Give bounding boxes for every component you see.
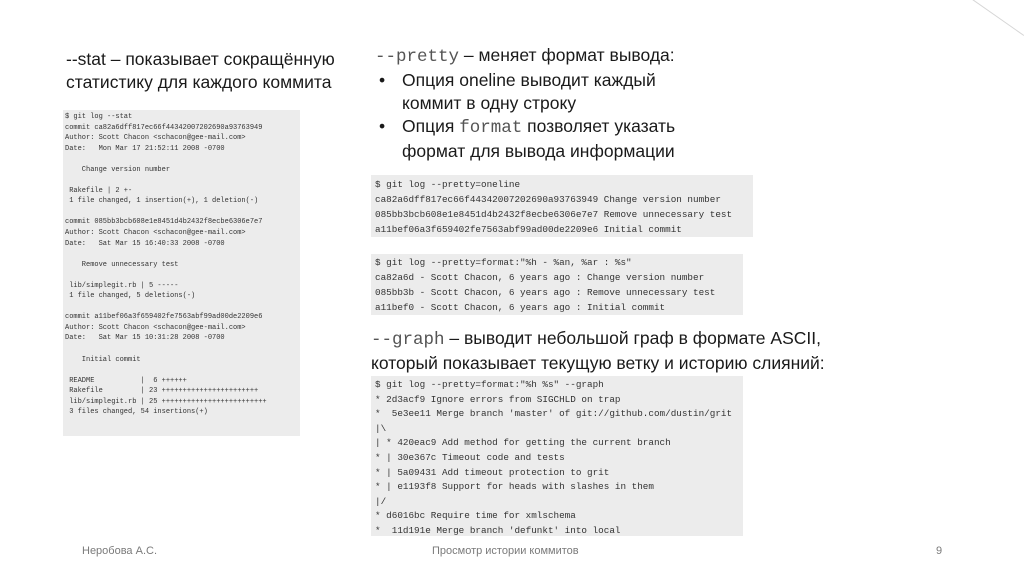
bullet-format-line1	[402, 115, 775, 140]
bullet-oneline	[375, 69, 775, 115]
pretty-flag: --pretty	[375, 47, 460, 67]
stat-heading-line2: статистику для каждого коммита	[66, 72, 332, 92]
graph-heading	[371, 327, 851, 375]
code-block-format: $ git log --pretty=format:"%h - %an, %ar : %s" ca82a6d - Scott Chacon, 6 years ago : Change version number 085bb3b - Scott Chacon, 6 years ago : Remove unnecessary test a11bef0 - Scott Chacon, 6 years ago : Initial commit	[371, 254, 743, 315]
footer-title: Просмотр истории коммитов	[432, 545, 579, 557]
pretty-section	[375, 44, 775, 163]
graph-heading-line2: который показывает текущую ветку и историю слияний:	[371, 353, 825, 373]
graph-desc: – выводит небольшой граф в формате ASCII,	[444, 328, 821, 348]
graph-heading-line1	[371, 327, 851, 352]
code-block-stat: $ git log --stat commit ca82a6dff817ec66f44342007202690a93763949 Author: Scott Chacon <schacon@gee-mail.com> Date: Mon Mar 17 21:52:11 2008 -0700 Change version number Rakefile | 2 +- 1 file changed, 1 insertion(+), 1 deletion(-) commit 085bb3bcb608e1e8451d4b2432f8ecbe6306e7e7 Author: Scott Chacon <schacon@gee-mail.com> Date: Sat Mar 15 16:40:33 2008 -0700 Remove unnecessary test lib/simplegit.rb | 5 ----- 1 file changed, 5 deletions(-) commit a11bef06a3f659402fe7563abf99ad00de2209e6 Author: Scott Chacon <schacon@gee-mail.com> Date: Sat Mar 15 10:31:28 2008 -0700 Initial commit README | 6 ++++++ Rakefile | 23 +++++++++++++++++++++++ lib/simplegit.rb | 25 +++++++++++++++++++++++++ 3 files changed, 54 insertions(+)	[63, 110, 300, 436]
bullet-oneline-line2: коммит в одну строку	[402, 93, 577, 113]
decorative-corner-line	[958, 0, 1024, 36]
bullet-oneline-line1: • Опция oneline выводит каждый	[402, 70, 656, 90]
page-number: 9	[936, 545, 943, 557]
code-block-oneline: $ git log --pretty=oneline ca82a6dff817ec66f44342007202690a93763949 Change version number 085bb3bcb608e1e8451d4b2432f8ecbe6306e7e7 Remove unnecessary test a11bef06a3f659402fe7563abf99ad00de2209e6 Initial commit	[371, 175, 753, 237]
bullet-format-pre: Опция	[402, 116, 460, 136]
bullet-format-code: format	[459, 118, 523, 138]
bullet-format	[375, 115, 775, 163]
pretty-heading	[375, 44, 775, 69]
pretty-desc: – меняет формат вывода:	[459, 45, 675, 65]
stat-heading	[66, 48, 366, 94]
bullet-format-post: позволяет указать	[522, 116, 676, 136]
pretty-bullets	[375, 69, 775, 163]
code-block-graph: $ git log --pretty=format:"%h %s" --graph * 2d3acf9 Ignore errors from SIGCHLD on trap * 5e3ee11 Merge branch 'master' of git://github.com/dustin/grit |\ | * 420eac9 Add method for getting the current branch * | 30e367c Timeout code and tests * | 5a09431 Add timeout protection to grit * | e1193f8 Support for heads with slashes in them |/ * d6016bc Require time for xmlschema * 11d191e Merge branch 'defunkt' into local	[371, 376, 743, 536]
graph-flag: --graph	[371, 330, 445, 350]
stat-heading-line1: --stat – показывает сокращённую	[66, 49, 335, 69]
footer-author: Неробова А.С.	[82, 545, 158, 557]
bullet-format-line2: формат для вывода информации	[402, 141, 675, 161]
